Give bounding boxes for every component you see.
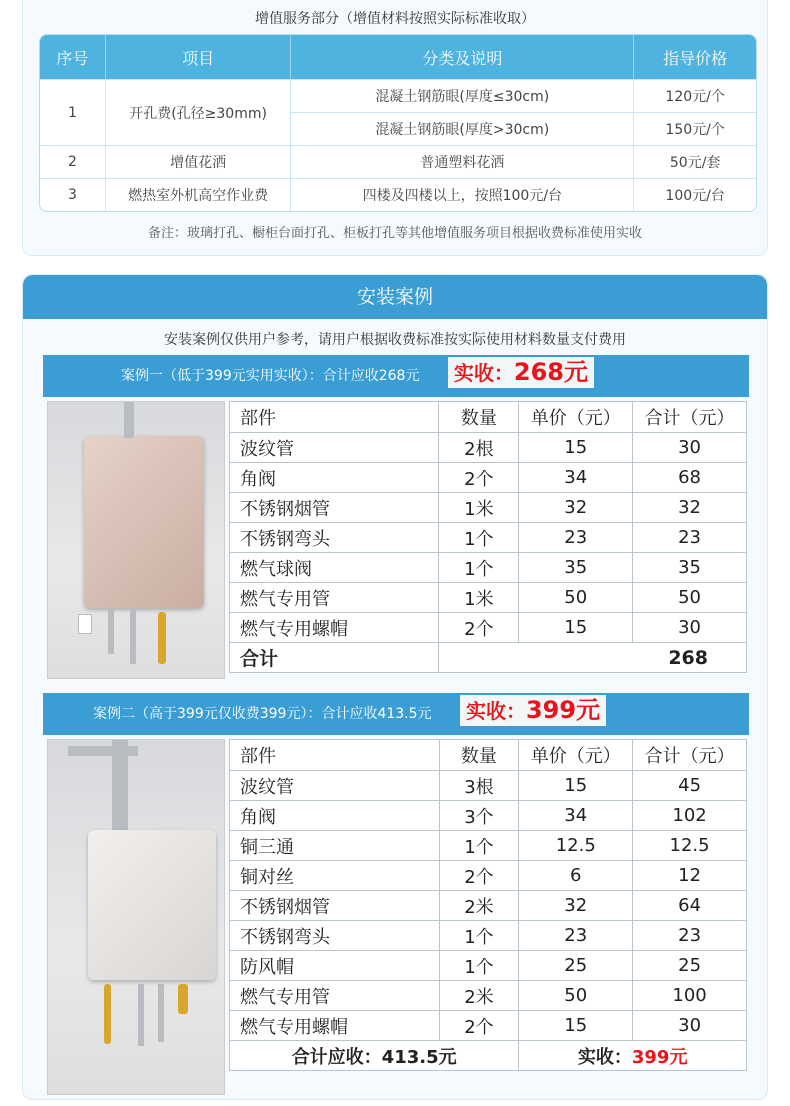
value-added-table (39, 34, 757, 212)
case1-header (43, 355, 749, 397)
gas-pipe-icon (104, 984, 111, 1044)
part-unit-price: 35 (519, 553, 633, 583)
case2-heater-photo (47, 739, 225, 1095)
part-qty: 2米 (439, 891, 519, 921)
row-desc: 普通塑料花洒 (291, 145, 634, 178)
row-item: 燃热室外机高空作业费 (106, 178, 292, 211)
case2-paid-label: 实收： (465, 699, 526, 723)
case1-paid-value: 268元 (513, 358, 589, 386)
install-cases-section (22, 274, 768, 1100)
heater-body-icon (88, 830, 216, 980)
case1-total-label: 合计 (230, 643, 439, 673)
case2-header-text: 案例二（高于399元仅收费399元）：合计应收413.5元 (93, 706, 432, 722)
case2-total-paid-value: 399元 (631, 1046, 688, 1068)
part-unit-price: 15 (519, 613, 633, 643)
part-subtotal: 12.5 (633, 831, 747, 861)
table-row (230, 583, 747, 613)
row-no: 3 (40, 178, 106, 211)
table-row (40, 145, 756, 178)
part-qty: 1个 (439, 553, 519, 583)
part-unit-price: 34 (519, 801, 633, 831)
value-added-note: 备注：玻璃打孔、橱柜台面打孔、柜板打孔等其他增值服务项目根据收费标准使用实收 (147, 226, 642, 241)
part-qty: 1个 (439, 523, 519, 553)
header-no: 序号 (40, 35, 106, 79)
part-subtotal: 50 (633, 583, 747, 613)
part-name: 燃气专用螺帽 (230, 613, 439, 643)
part-subtotal: 32 (633, 493, 747, 523)
heater-body-icon (84, 436, 204, 608)
part-subtotal: 35 (633, 553, 747, 583)
header-price: 指导价格 (634, 35, 756, 79)
case2-header (43, 693, 749, 735)
row-desc: 四楼及四楼以上，按照100元/台 (291, 178, 634, 211)
row-price: 120元/个 (634, 79, 756, 112)
case1-heater-photo (47, 401, 225, 679)
part-qty: 1米 (439, 583, 519, 613)
part-qty: 2个 (439, 1011, 519, 1041)
part-unit-price: 25 (519, 951, 633, 981)
table-row (230, 463, 747, 493)
part-subtotal: 23 (633, 921, 747, 951)
part-unit-price: 34 (519, 463, 633, 493)
col-qty: 数量 (439, 402, 519, 433)
header-desc: 分类及说明 (291, 35, 634, 79)
install-cases-title: 安装案例 (23, 275, 767, 319)
case2-header-row (230, 740, 747, 771)
part-subtotal: 12 (633, 861, 747, 891)
col-subtotal: 合计（元） (633, 402, 747, 433)
part-qty: 2根 (439, 433, 519, 463)
row-price: 100元/台 (634, 178, 756, 211)
water-pipe-icon (130, 608, 136, 664)
part-name: 燃气专用管 (230, 583, 439, 613)
case2-parts-table (229, 739, 747, 1071)
water-pipe-icon (158, 984, 164, 1042)
header-item: 项目 (106, 35, 292, 79)
part-name: 不锈钢烟管 (230, 891, 440, 921)
row-no: 2 (40, 145, 106, 178)
part-unit-price: 12.5 (519, 831, 633, 861)
table-row (230, 831, 747, 861)
part-name: 防风帽 (230, 951, 440, 981)
part-qty: 2个 (439, 861, 519, 891)
part-unit-price: 15 (519, 771, 633, 801)
case1-total-value: 268 (439, 643, 747, 673)
part-qty: 3个 (439, 801, 519, 831)
case2-total-due: 合计应收：413.5元 (230, 1041, 519, 1071)
part-unit-price: 32 (519, 493, 633, 523)
part-name: 波纹管 (230, 433, 439, 463)
socket-icon (78, 614, 92, 634)
part-qty: 2个 (439, 463, 519, 493)
install-cases-subtitle: 安装案例仅供用户参考，请用户根据收费标准按实际使用材料数量支付费用 (164, 332, 626, 348)
row-item: 开孔费(孔径≥30mm) (106, 79, 292, 145)
case2-paid-value: 399元 (525, 696, 601, 724)
value-added-card (22, 0, 768, 256)
table-row (230, 771, 747, 801)
case1-paid-label: 实收： (453, 361, 514, 385)
row-desc: 混凝土钢筋眼(厚度>30cm) (291, 112, 634, 145)
flue-pipe-icon (124, 402, 134, 438)
part-subtotal: 23 (633, 523, 747, 553)
col-unit-price: 单价（元） (519, 740, 633, 771)
water-pipe-icon (108, 608, 114, 654)
part-unit-price: 50 (519, 981, 633, 1011)
part-unit-price: 32 (519, 891, 633, 921)
table-row (230, 861, 747, 891)
part-subtotal: 30 (633, 433, 747, 463)
part-name: 燃气专用螺帽 (230, 1011, 440, 1041)
row-price: 150元/个 (634, 112, 756, 145)
table-row (230, 891, 747, 921)
part-unit-price: 50 (519, 583, 633, 613)
flue-pipe-icon (68, 746, 138, 756)
row-item: 增值花洒 (106, 145, 292, 178)
table-row (230, 981, 747, 1011)
part-subtotal: 25 (633, 951, 747, 981)
part-unit-price: 23 (519, 921, 633, 951)
case1-header-row (230, 402, 747, 433)
case2-total-row (230, 1041, 747, 1071)
table-row (230, 553, 747, 583)
part-name: 角阀 (230, 463, 439, 493)
part-name: 不锈钢烟管 (230, 493, 439, 523)
col-unit-price: 单价（元） (519, 402, 633, 433)
part-unit-price: 15 (519, 1011, 633, 1041)
table-row (230, 613, 747, 643)
part-subtotal: 45 (633, 771, 747, 801)
table-row (230, 523, 747, 553)
col-part: 部件 (230, 402, 439, 433)
table-row (230, 433, 747, 463)
row-desc: 混凝土钢筋眼(厚度≤30cm) (291, 79, 634, 112)
part-subtotal: 30 (633, 1011, 747, 1041)
case2-paid-badge (460, 695, 606, 726)
water-pipe-icon (138, 984, 144, 1046)
table-row (230, 801, 747, 831)
part-name: 燃气专用管 (230, 981, 440, 1011)
table-row (40, 178, 756, 211)
part-subtotal: 64 (633, 891, 747, 921)
value-added-title: 增值服务部分（增值材料按照实际标准收取） (255, 11, 535, 27)
part-name: 铜三通 (230, 831, 440, 861)
part-qty: 2个 (439, 613, 519, 643)
table-row (40, 79, 756, 112)
part-unit-price: 15 (519, 433, 633, 463)
case1-total-row (230, 643, 747, 673)
table-row (230, 1011, 747, 1041)
part-qty: 2米 (439, 981, 519, 1011)
col-qty: 数量 (439, 740, 519, 771)
row-no: 1 (40, 79, 106, 145)
case2-total-paid-label: 实收： (577, 1046, 632, 1068)
part-qty: 3根 (439, 771, 519, 801)
part-name: 角阀 (230, 801, 440, 831)
part-qty: 1个 (439, 921, 519, 951)
part-subtotal: 68 (633, 463, 747, 493)
case1-parts-table (229, 401, 747, 673)
part-name: 铜对丝 (230, 861, 440, 891)
value-added-header-row (40, 35, 756, 79)
table-row (230, 921, 747, 951)
col-part: 部件 (230, 740, 440, 771)
part-subtotal: 102 (633, 801, 747, 831)
part-name: 波纹管 (230, 771, 440, 801)
gas-pipe-icon (158, 612, 166, 664)
row-price: 50元/套 (634, 145, 756, 178)
part-unit-price: 6 (519, 861, 633, 891)
col-subtotal: 合计（元） (633, 740, 747, 771)
table-row (230, 951, 747, 981)
part-subtotal: 100 (633, 981, 747, 1011)
part-name: 不锈钢弯头 (230, 921, 440, 951)
table-row (230, 493, 747, 523)
case1-header-text: 案例一（低于399元实用实收）：合计应收268元 (121, 368, 420, 384)
case2-total-paid (519, 1041, 747, 1071)
part-subtotal: 30 (633, 613, 747, 643)
part-qty: 1个 (439, 831, 519, 861)
part-qty: 1米 (439, 493, 519, 523)
part-name: 不锈钢弯头 (230, 523, 439, 553)
part-unit-price: 23 (519, 523, 633, 553)
part-qty: 1个 (439, 951, 519, 981)
case1-paid-badge (448, 357, 594, 388)
valve-icon (178, 984, 188, 1014)
part-name: 燃气球阀 (230, 553, 439, 583)
